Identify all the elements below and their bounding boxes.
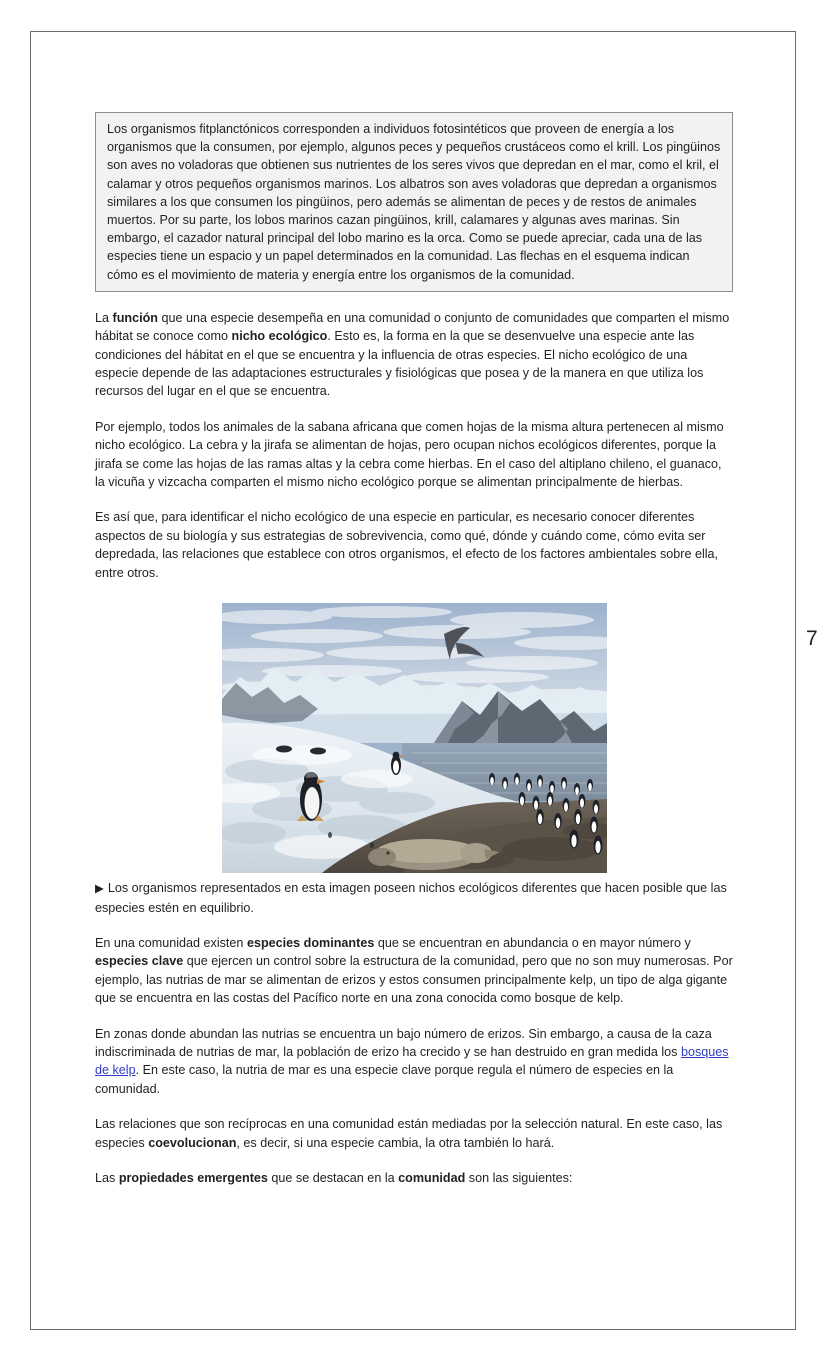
- paragraph-sabana-africana: Por ejemplo, todos los animales de la sabana africana que comen hojas de la misma altura pertenecen al mismo nicho ecológico. La cebra y la jirafa se alimentan de hojas, pero ocupan nichos ecológicos diferentes, porque la jirafa se come las hojas de las ramas altas y la cebra come hierbas. En el caso del altiplano chileno, el guanaco, la vicuña y vizcacha comparten el mismo nicho ecológico porque se alimentan principalmente de hierbas.: [95, 419, 724, 490]
- p7-bold-comunidad: comunidad: [398, 1170, 466, 1185]
- paragraph-especies-dominantes: [95, 934, 733, 1008]
- p4-segment-3: que ejercen un control sobre la estructura de la comunidad, pero que no son muy numerosas. Por ejemplo, las nutrias de mar se alimentan de erizos y estos consumen principalmente kelp, un tipo de alga gigante que se encuentra en las costas del Pacífico norte en una zona conocida como bosque de kelp.: [95, 954, 733, 1006]
- p4-bold-especies-dominantes: especies dominantes: [246, 935, 375, 950]
- p4-bold-especies-clave: especies clave: [95, 954, 184, 969]
- paragraph-funcion-nicho: [95, 309, 733, 401]
- p7-bold-propiedades-emergentes: propiedades emergentes: [118, 1170, 268, 1185]
- page-number: 7: [806, 627, 818, 650]
- p1-segment-3: . Esto es, la forma en la que se desenvuelve una especie ante las condiciones del hábitat en el que se encuentra y la influencia de otras especies. El nicho ecológico de una especie depende de las adaptaciones estructurales y fisiológicas que posea y de la manera en que utiliza los recursos del lugar en el que se encuentra.: [95, 329, 704, 399]
- callout-box: [95, 112, 733, 292]
- p4-segment-2: que se encuentran en abundancia o en mayor número y: [374, 935, 691, 950]
- paragraph-propiedades-emergentes: [95, 1169, 733, 1187]
- paragraph-nutrias-erizos: [95, 1025, 733, 1099]
- paragraph-coevolucion: [95, 1115, 733, 1152]
- p4-segment-1: En una comunidad existen: [95, 935, 247, 950]
- p7-segment-3: son las siguientes:: [465, 1170, 573, 1185]
- p6-bold-coevolucionan: coevolucionan: [148, 1135, 237, 1150]
- figure-block: [95, 603, 733, 873]
- antarctic-landscape-photo: [222, 603, 607, 873]
- p1-segment-2: que una especie desempeña en una comunidad o conjunto de comunidades que comparten el mismo hábitat se conoce como: [95, 310, 730, 344]
- p6-segment-2: , es decir, si una especie cambia, la otra también lo hará.: [236, 1135, 555, 1150]
- link-bosques-de-kelp[interactable]: bosques de kelp: [95, 1044, 729, 1078]
- p6-segment-1: Las relaciones que son recíprocas en una comunidad están mediadas por la selección natural. En este caso, las especies: [95, 1117, 723, 1150]
- document-content: [95, 112, 733, 1187]
- p5-segment-1: En zonas donde abundan las nutrias se encuentra un bajo número de erizos. Sin embargo, a causa de la caza indiscriminada de nutrias de mar, la población de erizo ha crecido y se han destruido en gran medida los: [95, 1026, 712, 1059]
- figure-caption: [95, 879, 733, 917]
- p1-bold-funcion: función: [112, 310, 158, 325]
- p1-bold-nicho-ecologico: nicho ecológico: [231, 329, 328, 344]
- p7-segment-2: que se destacan en la: [267, 1170, 399, 1185]
- p7-segment-1: Las: [95, 1170, 119, 1185]
- caption-text: Los organismos representados en esta imagen poseen nichos ecológicos diferentes que hacen posible que las especies estén en equilibrio.: [95, 881, 727, 915]
- caption-triangle-icon: ▶: [95, 883, 105, 896]
- p1-segment-1: La: [95, 310, 113, 325]
- paragraph-identificar-nicho: Es así que, para identificar el nicho ecológico de una especie en particular, es necesario conocer diferentes aspectos de su biología y sus estrategias de sobrevivencia, como qué, dónde y cuándo come, cómo evita ser depredada, las relaciones que establece con otros organismos, el efecto de los factores ambientales sobre ella, entre otros.: [95, 510, 719, 580]
- p5-segment-2: . En este caso, la nutria de mar es una especie clave porque regula el número de especies en la comunidad.: [95, 1063, 674, 1096]
- callout-text: Los organismos fitplanctónicos corresponden a individuos fotosintéticos que proveen de energía a los organismos que la consumen, por ejemplo, algunos peces y pequeños crustáceos como el krill. Los pingüinos son aves no voladoras que obtienen sus nutrientes de los seres vivos que depredan en el mar, como el kril, el calamar y otros pequeños organismos marinos. Los albatros son aves voladoras que depredan a organismos similares a los que consumen los pingüinos, pero además se alimentan de peces y de restos de animales muertos. Por su parte, los lobos marinos cazan pingüinos, krill, calamares y algunas aves marinas. Sin embargo, el cazador natural principal del lobo marino es la orca. Como se puede apreciar, cada una de las especies tiene un espacio y un papel determinados en la comunidad. Las flechas en el esquema indican cómo es el movimiento de materia y energía entre los organismos de la comunidad.: [107, 122, 721, 282]
